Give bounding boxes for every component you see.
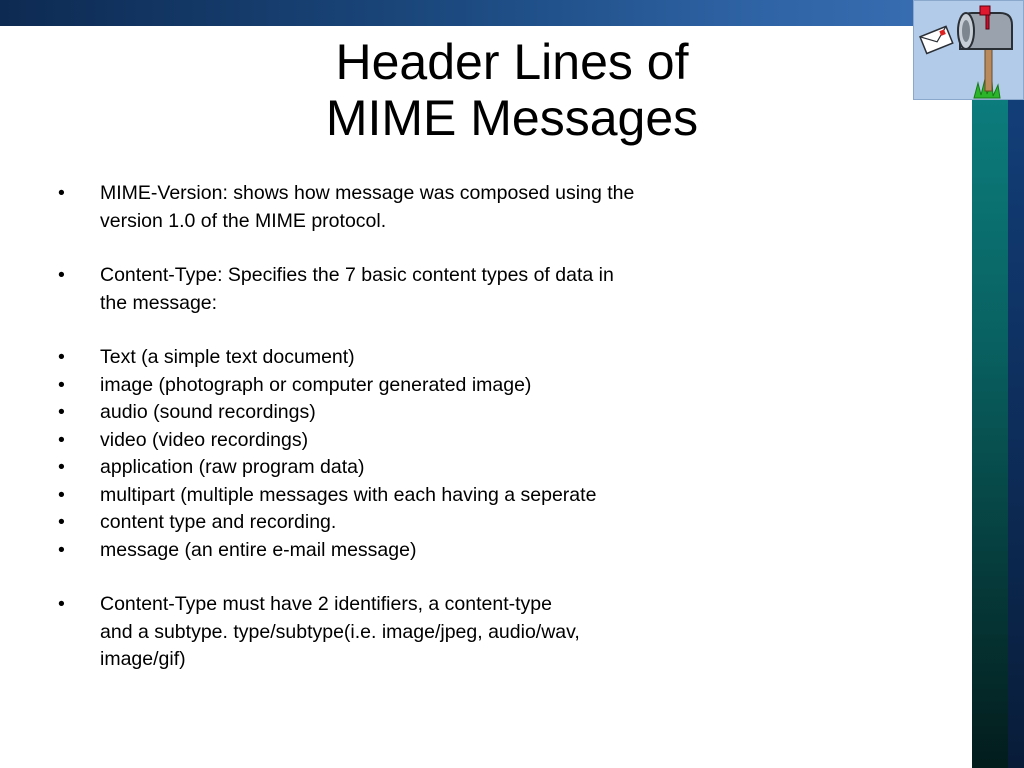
bullet-text-line: audio (sound recordings) [100,401,316,423]
bullet-item [58,372,758,400]
top-gradient-bar [0,0,1024,26]
bullet-text-line: the message: [100,291,218,314]
bullet-item [58,262,758,317]
bullet-marker: • [58,346,65,368]
slide-title-line-2: MIME Messages [325,90,699,146]
bullet-text-line: message (an entire e-mail message) [100,538,417,561]
bullet-item [58,399,758,427]
bullet-text-line: and a subtype. type/subtype(i.e. image/jpeg, audio/wav, [100,620,580,643]
bullet-item [58,537,758,565]
bullet-marker: • [58,593,65,615]
bullet-item [58,427,758,455]
bullet-text-line: Text (a simple text document) [100,346,355,368]
bullet-marker: • [58,373,65,396]
bullet-marker: • [58,264,65,286]
bullet-item [58,509,758,537]
bullet-text-line: Content-Type: Specifies the 7 basic content types of data in [100,264,614,286]
bullet-item [58,180,758,235]
mailbox-graphic [914,1,1023,99]
bullet-item [58,591,758,674]
bullet-list [58,180,758,674]
bullet-item [58,344,758,372]
bullet-text-line: content type and recording. [100,511,337,533]
bullet-text-line: application (raw program data) [100,456,365,478]
right-teal-bar [972,100,1008,768]
bullet-text-line: Content-Type must have 2 identifiers, a content-type [100,593,552,615]
bullet-item [58,454,758,482]
mailbox-icon [913,0,1024,100]
bullet-marker: • [58,401,65,423]
slide-title-line-1: Header Lines of [335,34,689,90]
right-navy-bar [1008,100,1024,768]
bullet-marker: • [58,428,65,451]
bullet-item [58,482,758,510]
bullet-marker: • [58,511,65,533]
slide-title [200,34,824,146]
bullet-marker: • [58,538,65,561]
bullet-text-line: image (photograph or computer generated image) [100,373,532,396]
bullet-text-line: image/gif) [100,648,186,670]
bullet-marker: • [58,483,65,506]
bullet-text-line: multipart (multiple messages with each having a seperate [100,483,597,506]
bullet-marker: • [58,456,65,478]
bullet-text-line: version 1.0 of the MIME protocol. [100,209,387,232]
bullet-marker: • [58,182,65,204]
bullet-text-line: video (video recordings) [100,428,309,451]
bullet-text-line: MIME-Version: shows how message was composed using the [100,182,635,204]
